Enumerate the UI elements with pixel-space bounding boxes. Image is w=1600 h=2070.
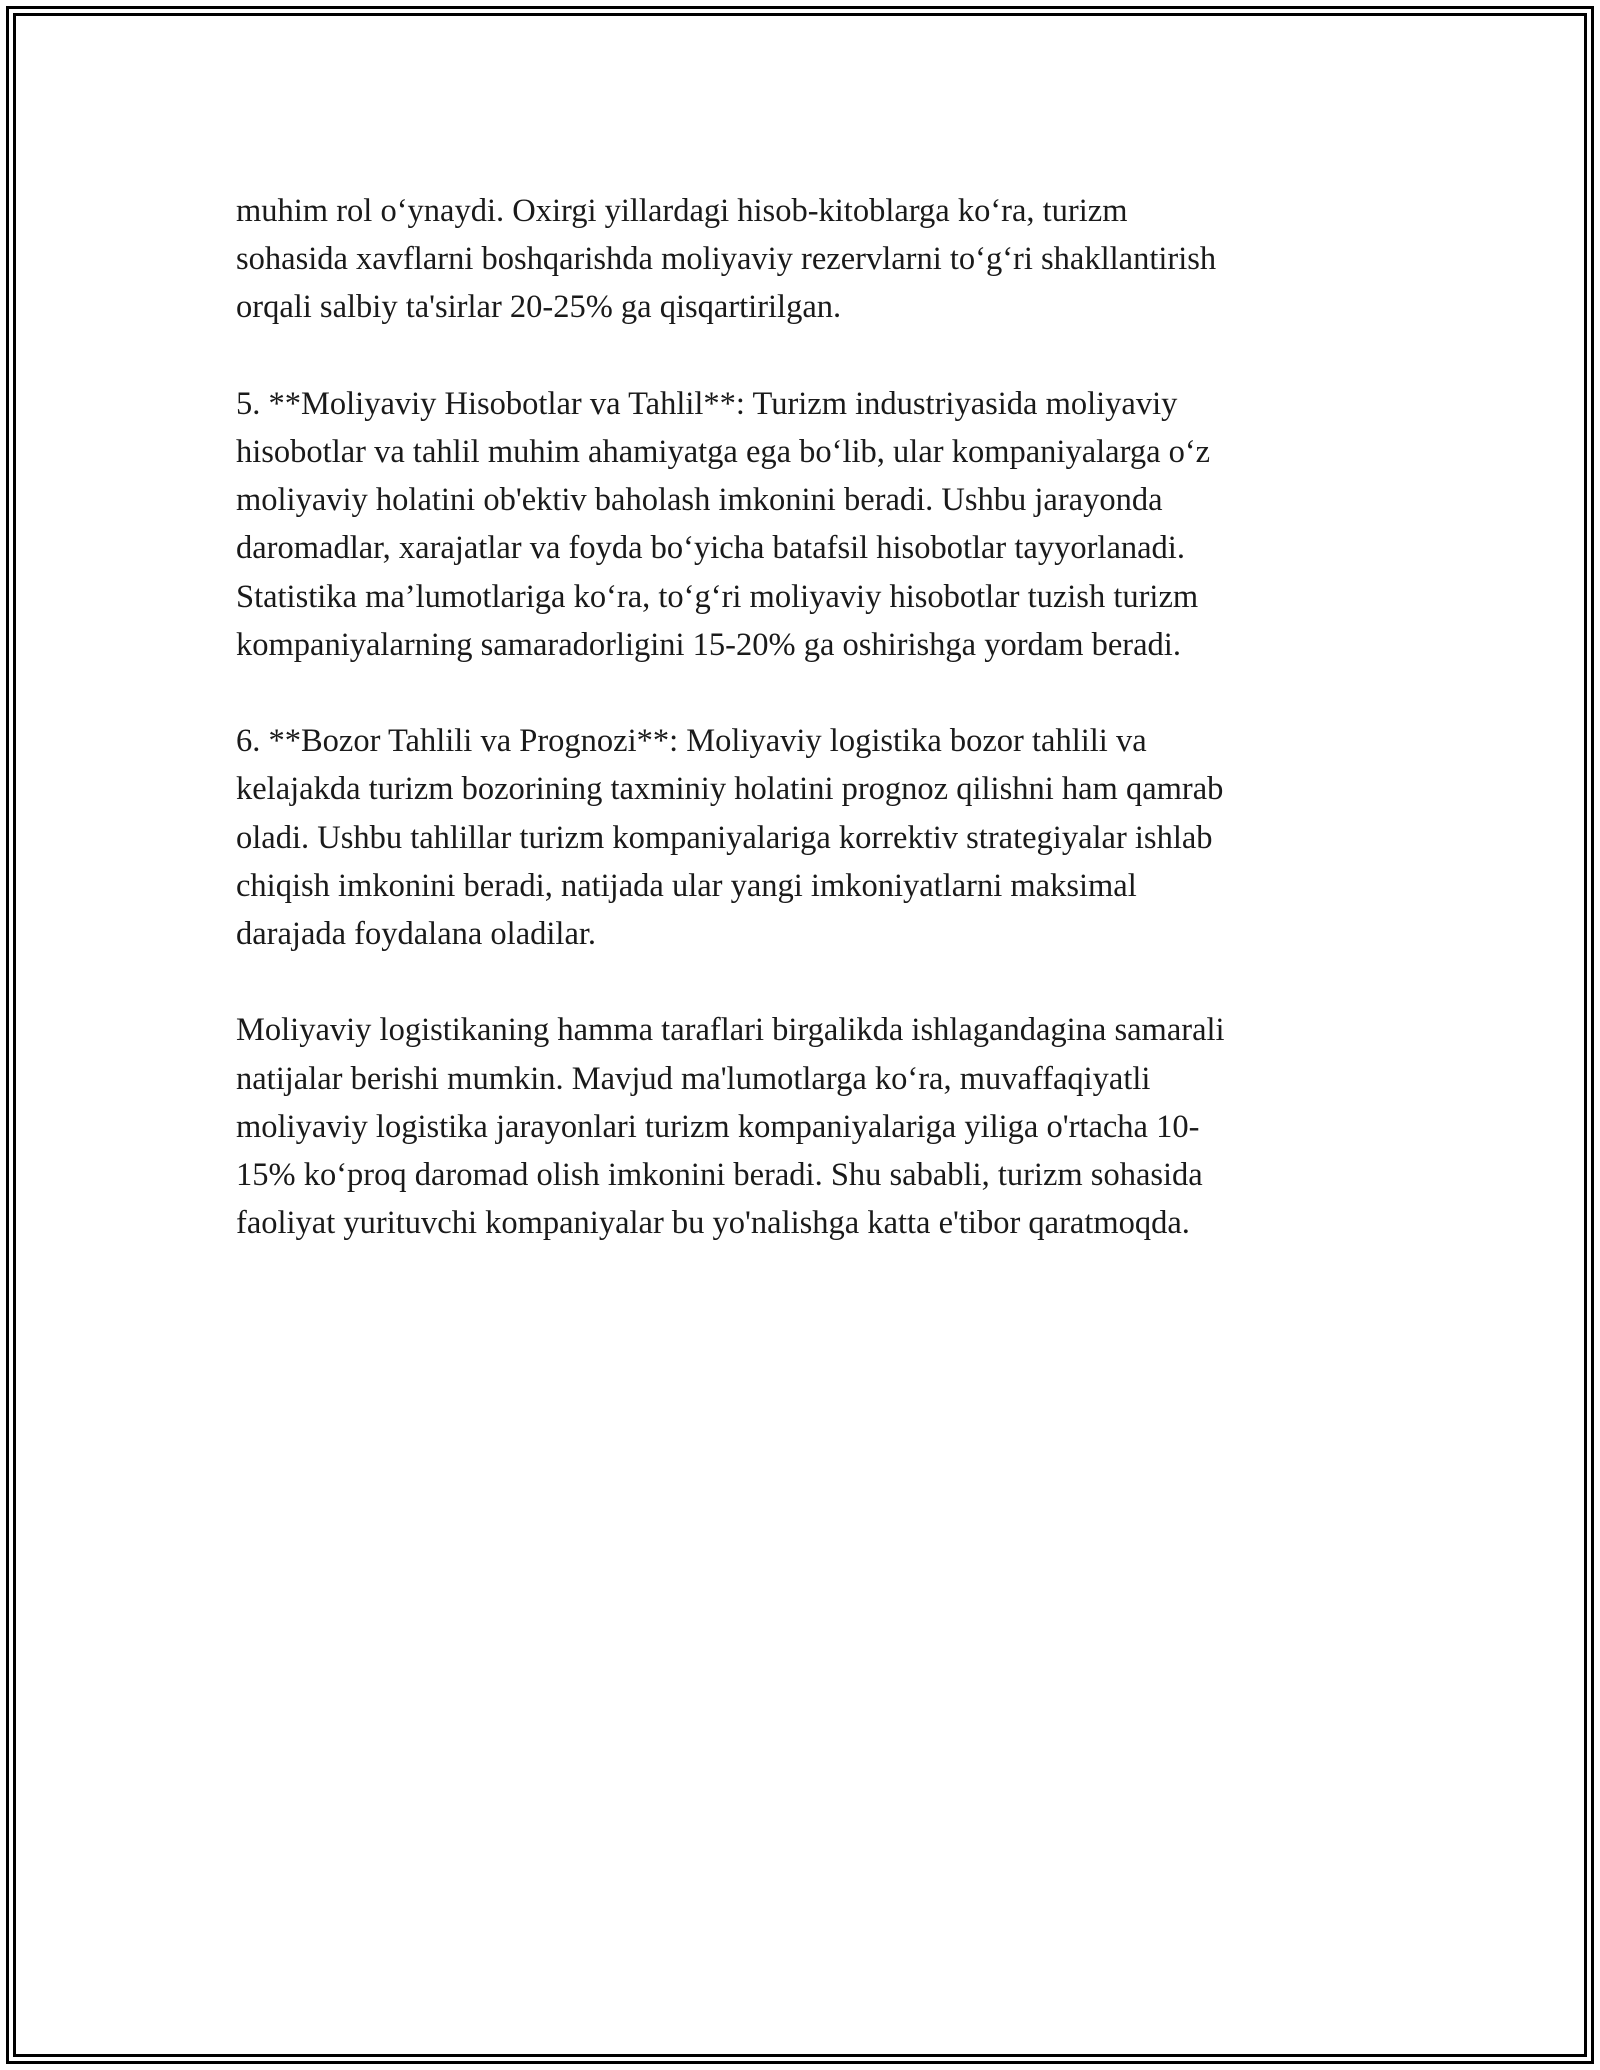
- text-line: faoliyat yurituvchi kompaniyalar bu yo'nalishga katta e'tibor qaratmoqda.: [236, 1205, 1190, 1242]
- paragraph-conclusion: [236, 1006, 1366, 1247]
- paragraph-financial-reports: [236, 380, 1366, 669]
- text-line: moliyaviy logistika jarayonlari turizm kompaniyalariga yiliga o'rtacha 10-: [236, 1108, 1200, 1145]
- text-line: natijalar berishi mumkin. Mavjud ma'lumotlarga ko‘ra, muvaffaqiyatli: [236, 1060, 1151, 1097]
- text-line: moliyaviy holatini ob'ektiv baholash imkonini beradi. Ushbu jarayonda: [236, 482, 1163, 519]
- text-line: daromadlar, xarajatlar va foyda bo‘yicha batafsil hisobotlar tayyorlanadi.: [236, 530, 1185, 567]
- text-line: 6. **Bozor Tahlili va Prognozi**: Moliyaviy logistika bozor tahlili va: [236, 723, 1147, 760]
- text-line: 5. **Moliyaviy Hisobotlar va Tahlil**: Turizm industriyasida moliyaviy: [236, 385, 1178, 422]
- text-line: chiqish imkonini beradi, natijada ular yangi imkoniyatlarni maksimal: [236, 867, 1137, 904]
- text-line: Moliyaviy logistikaning hamma taraflari birgalikda ishlagandagina samarali: [236, 1012, 1225, 1049]
- text-line: sohasida xavflarni boshqarishda moliyaviy rezervlarni to‘g‘ri shakllantirish: [236, 241, 1217, 278]
- text-line: hisobotlar va tahlil muhim ahamiyatga ega bo‘lib, ular kompaniyalarga o‘z: [236, 434, 1211, 470]
- text-line: kelajakda turizm bozorining taxminiy holatini prognoz qilishni ham qamrab: [236, 771, 1224, 808]
- text-line: oladi. Ushbu tahlillar turizm kompaniyalariga korrektiv strategiyalar ishlab: [236, 819, 1213, 856]
- text-line: Statistika ma’lumotlariga ko‘ra, to‘g‘ri moliyaviy hisobotlar tuzish turizm: [236, 578, 1199, 615]
- text-line: 15% ko‘proq daromad olish imkonini beradi. Shu sababli, turizm sohasida: [236, 1157, 1203, 1194]
- text-line: muhim rol o‘ynaydi. Oxirgi yillardagi hisob-kitoblarga ko‘ra, turizm: [236, 193, 1128, 229]
- document-body: [236, 187, 1366, 1296]
- paragraph-risk-reserves: [236, 187, 1366, 332]
- text-line: kompaniyalarning samaradorligini 15-20% ga oshirishga yordam beradi.: [236, 626, 1181, 663]
- text-line: darajada foydalana oladilar.: [236, 916, 597, 953]
- text-line: orqali salbiy ta'sirlar 20-25% ga qisqartirilgan.: [236, 289, 842, 326]
- paragraph-market-analysis: [236, 717, 1366, 958]
